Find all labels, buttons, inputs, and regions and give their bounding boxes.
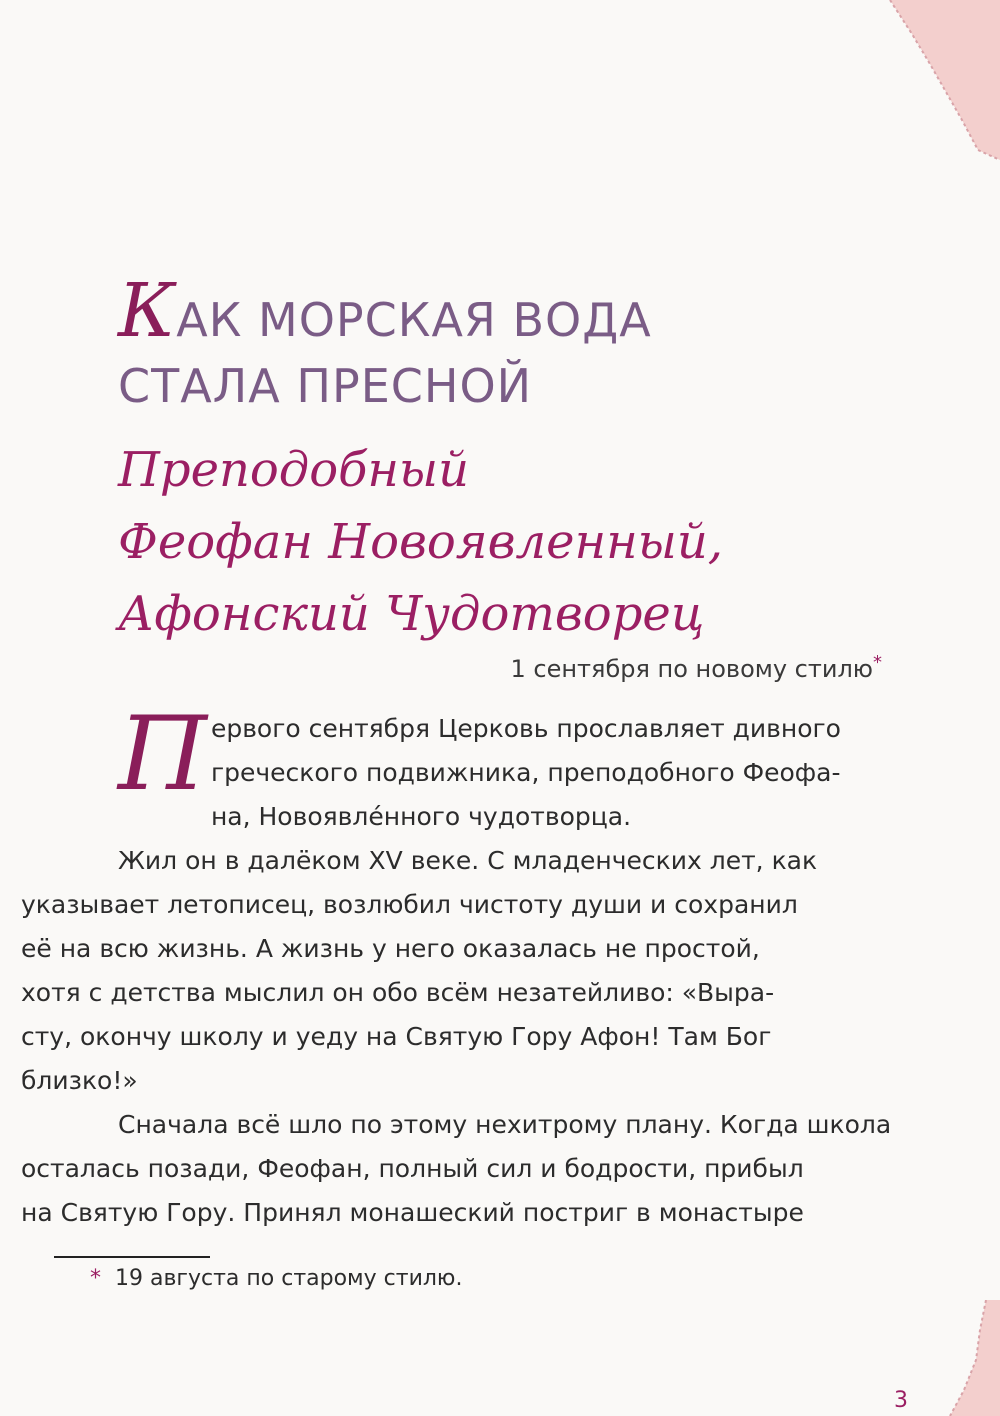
title-line-2: СТАЛА ПРЕСНОЙ xyxy=(118,359,533,413)
text-line: близко!» xyxy=(21,1066,138,1095)
text-line: на Святую Гору. Принял монашеский постриг в монастыре xyxy=(21,1198,804,1227)
text-line: Жил он в далёком XV веке. С младенческих лет, как xyxy=(118,846,818,875)
text-line: осталась позади, Феофан, полный сил и бодрости, прибыл xyxy=(21,1154,804,1183)
footnote-text: 19 августа по старому стилю. xyxy=(115,1266,463,1291)
text-line: греческого подвижника, преподобного Феофа- xyxy=(210,758,841,787)
paragraph-2 xyxy=(21,839,888,1103)
text-line: указывает летописец, возлюбил чистоту души и сохранил xyxy=(21,890,798,919)
text-line: на, Новоявле́нного чудотворца. xyxy=(210,802,632,831)
paragraph-3 xyxy=(21,1103,892,1235)
title-initial: К xyxy=(118,268,177,354)
text-line: хотя с детства мыслил он обо всём незатейливо: «Выра- xyxy=(21,978,775,1007)
subtitle-line-2: Феофан Новоявленный, xyxy=(118,514,723,570)
footnote-marker: * xyxy=(873,652,882,673)
paragraph-1 xyxy=(118,695,888,839)
saint-name-heading xyxy=(118,434,918,650)
page-number: 3 xyxy=(894,1388,908,1413)
corner-ornament-bottom xyxy=(920,1300,1000,1416)
footnote xyxy=(90,1266,462,1291)
corner-ornament xyxy=(850,0,1000,160)
text-line: Сначала всё шло по этому нехитрому плану. Когда школа xyxy=(118,1110,892,1139)
feast-date: 1 сентября по новому стилю* xyxy=(510,652,882,683)
subtitle-line-1: Преподобный xyxy=(118,442,470,498)
title-line-1: КАК МОРСКАЯ ВОДА xyxy=(118,268,652,354)
text-line: сту, окончу школу и уеду на Святую Гору Афон! Там Бог xyxy=(21,1022,772,1051)
footnote-star: * xyxy=(90,1266,101,1291)
chapter-title xyxy=(118,268,878,419)
drop-cap: П xyxy=(118,695,207,814)
subtitle-line-3: Афонский Чудотворец xyxy=(118,586,705,642)
footnote-divider xyxy=(54,1256,210,1258)
body-text xyxy=(21,695,892,1235)
text-line: ервого сентября Церковь прославляет дивного xyxy=(210,714,841,743)
text-line: её на всю жизнь. А жизнь у него оказалась не простой, xyxy=(21,934,760,963)
